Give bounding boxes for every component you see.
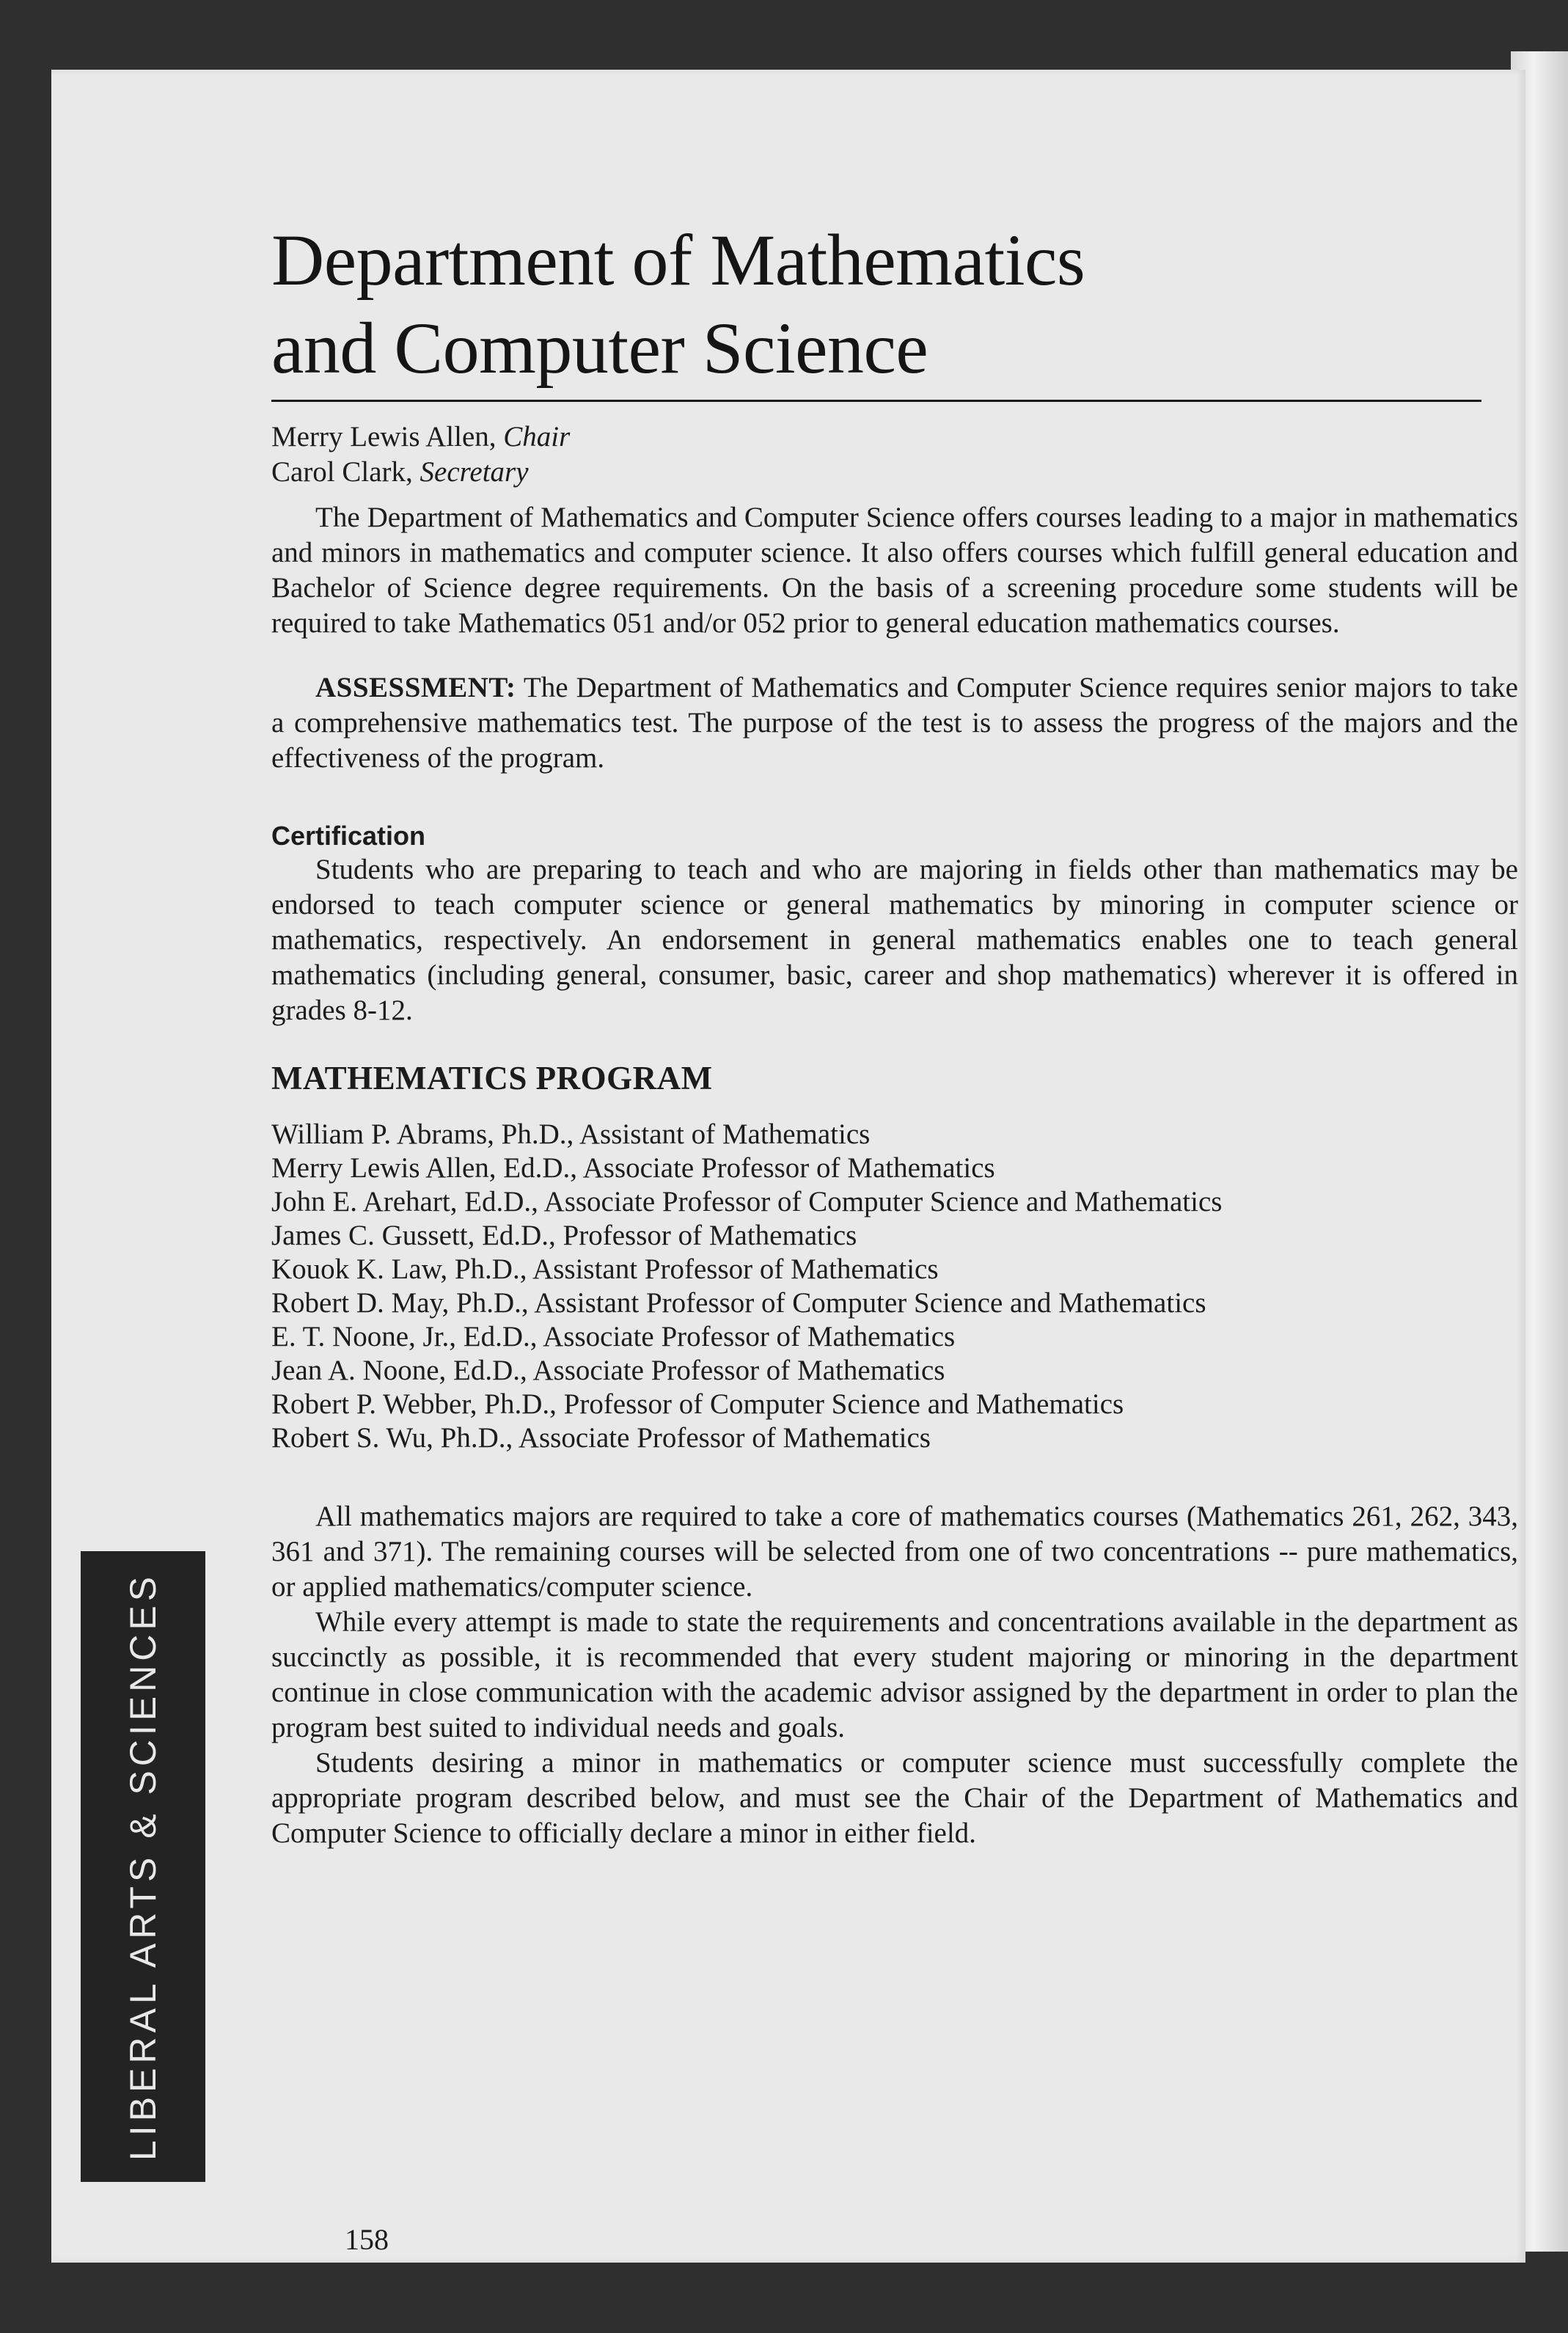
officer-name: Carol Clark, bbox=[271, 456, 420, 488]
faculty-item: Robert P. Webber, Ph.D., Professor of Computer Science and Mathematics bbox=[271, 1388, 1124, 1420]
program-heading: MATHEMATICS PROGRAM bbox=[271, 1060, 713, 1096]
page-number: 158 bbox=[345, 2223, 389, 2256]
faculty-item: John E. Arehart, Ed.D., Associate Professor of Computer Science and Mathematics bbox=[271, 1186, 1223, 1217]
faculty-item: Kouok K. Law, Ph.D., Assistant Professor of Mathematics bbox=[271, 1253, 939, 1285]
assessment-label: ASSESSMENT: bbox=[315, 672, 516, 703]
faculty-item: Jean A. Noone, Ed.D., Associate Professor of Mathematics bbox=[271, 1355, 945, 1386]
officer-role: Secretary bbox=[420, 456, 529, 488]
faculty-item: Merry Lewis Allen, Ed.D., Associate Professor of Mathematics bbox=[271, 1152, 995, 1184]
minor-paragraph: Students desiring a minor in mathematics or computer science must successfully complete the appropriate program described below, and must see the Chair of the Department of Mathematics and Computer Science to officially declare a minor in either field. bbox=[271, 1747, 1518, 1849]
title-line-2: and Computer Science bbox=[271, 307, 928, 389]
title-rule bbox=[271, 400, 1481, 402]
certification-paragraph: Students who are preparing to teach and who are majoring in fields other than mathematics may be endorsed to teach computer science or general mathematics by minoring in computer science or mathematics, respectively. An endorsement in general mathematics enables one to teach general mathematics (including general, consumer, basic, career and shop mathematics) wherever it is offered in grades 8-12. bbox=[271, 854, 1518, 1026]
faculty-item: James C. Gussett, Ed.D., Professor of Mathematics bbox=[271, 1220, 857, 1251]
officer-secretary bbox=[271, 455, 1518, 490]
certification-heading: Certification bbox=[271, 821, 426, 851]
officer-role: Chair bbox=[503, 421, 571, 453]
sidebar-label: LIBERAL ARTS & SCIENCES bbox=[122, 1572, 164, 2161]
advising-paragraph: While every attempt is made to state the requirements and concentrations available in the department as succinctly as possible, it is recommended that every student majoring or minoring in the department continue in close communication with the academic advisor assigned by the department in order to plan the program best suited to individual needs and goals. bbox=[271, 1606, 1518, 1743]
faculty-item: E. T. Noone, Jr., Ed.D., Associate Professor of Mathematics bbox=[271, 1321, 956, 1352]
faculty-item: William P. Abrams, Ph.D., Assistant of Mathematics bbox=[271, 1118, 871, 1150]
core-requirements-paragraph: All mathematics majors are required to take a core of mathematics courses (Mathematics 261, 262, 343, 361 and 371). The remaining courses will be selected from one of two concentrations -- pure mathematics, or applied mathematics/computer science. bbox=[271, 1501, 1518, 1603]
officer-name: Merry Lewis Allen, bbox=[271, 421, 504, 453]
assessment-paragraph bbox=[271, 670, 1518, 776]
document-page bbox=[51, 70, 1525, 2263]
page-content bbox=[271, 216, 1518, 1851]
title-line-1: Department of Mathematics bbox=[271, 219, 1085, 301]
faculty-item: Robert S. Wu, Ph.D., Associate Professor of Mathematics bbox=[271, 1422, 931, 1454]
assessment-text: The Department of Mathematics and Computer Science requires senior majors to take a comprehensive mathematics test. The purpose of the test is to assess the progress of the majors and the effectiveness of the program. bbox=[271, 672, 1518, 774]
page-title bbox=[271, 216, 1518, 392]
faculty-item: Robert D. May, Ph.D., Assistant Professor of Computer Science and Mathematics bbox=[271, 1287, 1206, 1319]
officer-chair bbox=[271, 420, 1518, 455]
faculty-list bbox=[271, 1118, 1518, 1455]
section-sidebar-tab bbox=[81, 1551, 205, 2182]
intro-paragraph: The Department of Mathematics and Computer Science offers courses leading to a major in mathematics and minors in mathematics and computer science. It also offers courses which fulfill general education and Bachelor of Science degree requirements. On the basis of a screening procedure some students will be required to take Mathematics 051 and/or 052 prior to general education mathematics courses. bbox=[271, 502, 1518, 639]
